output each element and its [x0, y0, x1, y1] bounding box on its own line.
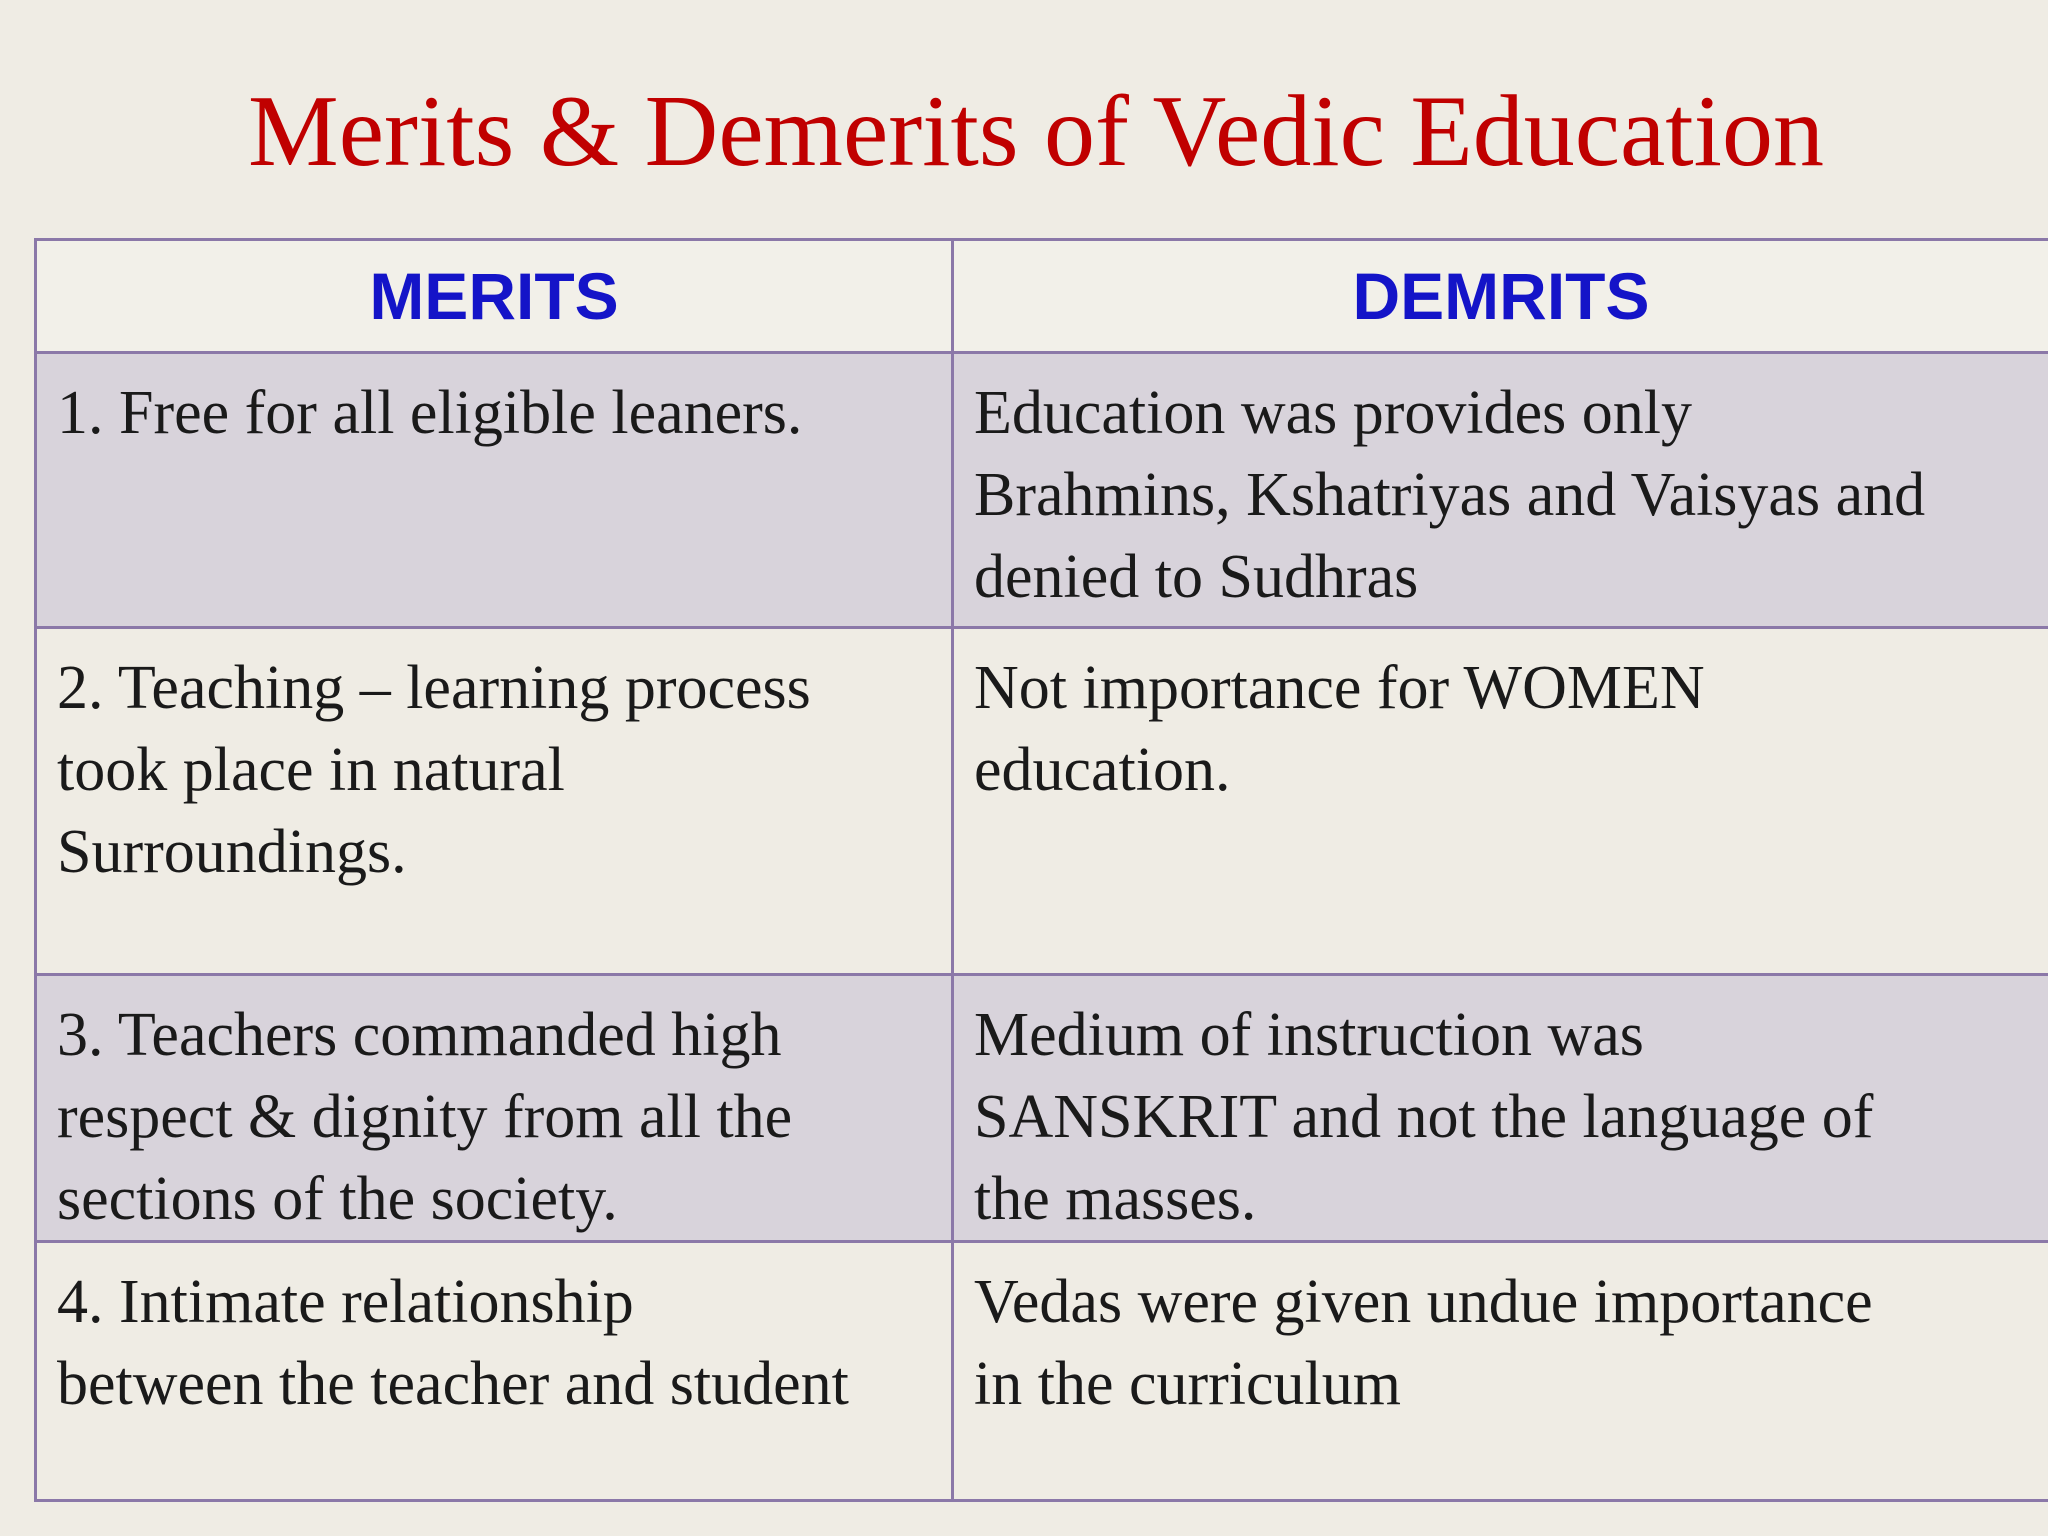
demerit-text: Education was provides only Brahmins, Kshatriyas and Vaisyas and denied to Sudhras	[974, 379, 1926, 611]
merit-text: 3. Teachers commanded high respect & dignity from all the sections of the society.	[57, 1001, 793, 1233]
demerit-text: Not importance for WOMEN education.	[974, 654, 1705, 804]
merits-header: MERITS	[36, 240, 953, 353]
merits-demerits-table	[34, 238, 2048, 1502]
merit-cell	[36, 628, 953, 975]
merit-cell	[36, 353, 953, 628]
demerit-text: Medium of instruction was SANSKRIT and not the language of the masses.	[974, 1001, 1874, 1233]
demerit-cell	[953, 975, 2048, 1242]
table-row	[36, 975, 2048, 1242]
demerit-cell	[953, 353, 2048, 628]
table-header-row	[36, 240, 2048, 353]
table-row	[36, 353, 2048, 628]
slide-title: Merits & Demerits of Vedic Education	[248, 75, 1824, 188]
merit-text: 2. Teaching – learning process took place in natural Surroundings.	[57, 654, 811, 886]
demerit-cell	[953, 628, 2048, 975]
table-row	[36, 1242, 2048, 1501]
table-row	[36, 628, 2048, 975]
merit-text: 4. Intimate relationship between the teacher and student	[57, 1268, 849, 1418]
demerit-text: Vedas were given undue importance in the curriculum	[974, 1268, 1873, 1418]
merit-text: 1. Free for all eligible leaners.	[57, 379, 803, 447]
merit-cell	[36, 1242, 953, 1501]
demerit-cell	[953, 1242, 2048, 1501]
merit-cell	[36, 975, 953, 1242]
demerits-header: DEMRITS	[953, 240, 2048, 353]
